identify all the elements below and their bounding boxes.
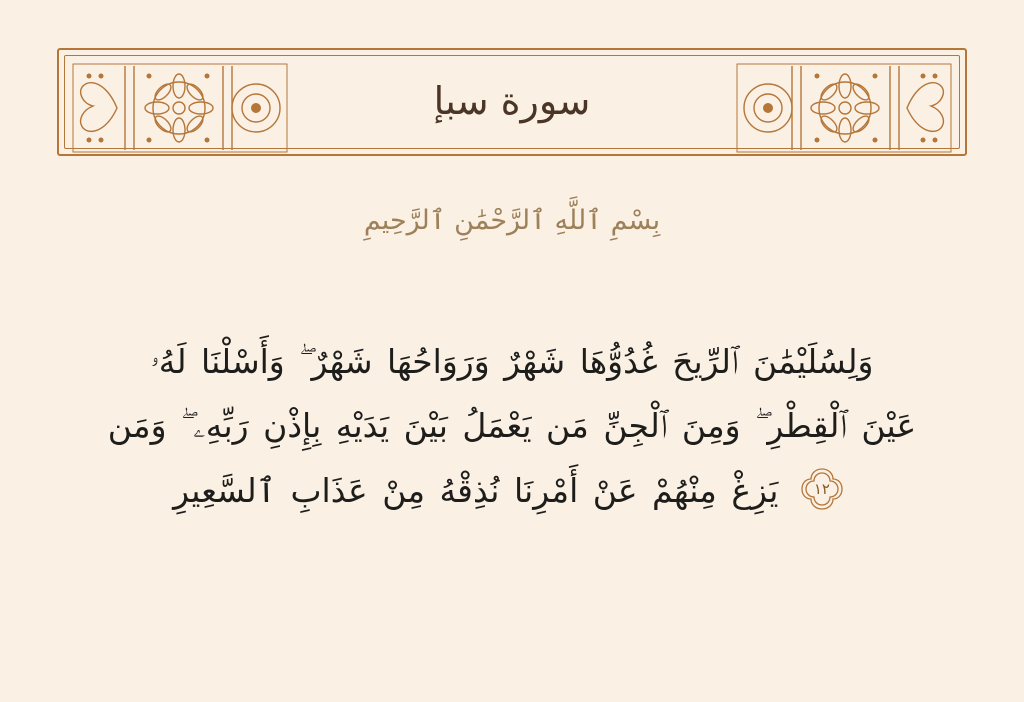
surah-header-band	[57, 48, 967, 156]
basmala-text: بِسْمِ ٱللَّهِ ٱلرَّحْمَٰنِ ٱلرَّحِيمِ	[363, 205, 661, 236]
ayah-number: ١٢	[813, 480, 830, 499]
surah-title: سورة سبإ	[433, 79, 591, 124]
ayah-line-with-marker	[60, 459, 964, 523]
arabesque-ornament-icon-left	[71, 62, 289, 142]
ayah-line: عَيْنَ ٱلْقِطْرِ ۖ وَمِنَ ٱلْجِنِّ مَن يَعْمَلُ بَيْنَ يَدَيْهِ بِإِذْنِ رَبِّهِۦ ۖ وَمَن	[107, 406, 917, 446]
ayah-text-block	[60, 330, 964, 523]
ayah-line: وَلِسُلَيْمَٰنَ ٱلرِّيحَ غُدُوُّهَا شَهْرٌ وَرَوَاحُهَا شَهْرٌ ۖ وَأَسْلْنَا لَهُۥ	[150, 342, 874, 381]
arabesque-ornament-icon-right	[735, 62, 953, 142]
ayah-end-rosette-icon	[799, 466, 845, 512]
surah-title-container	[295, 56, 729, 148]
ayah-line-text: يَزِغْ مِنْهُمْ عَنْ أَمْرِنَا نُذِقْهُ مِنْ عَذَابِ ٱلسَّعِيرِ	[173, 470, 779, 510]
basmala-container	[0, 205, 1024, 236]
surah-header-inner-frame	[64, 55, 960, 149]
